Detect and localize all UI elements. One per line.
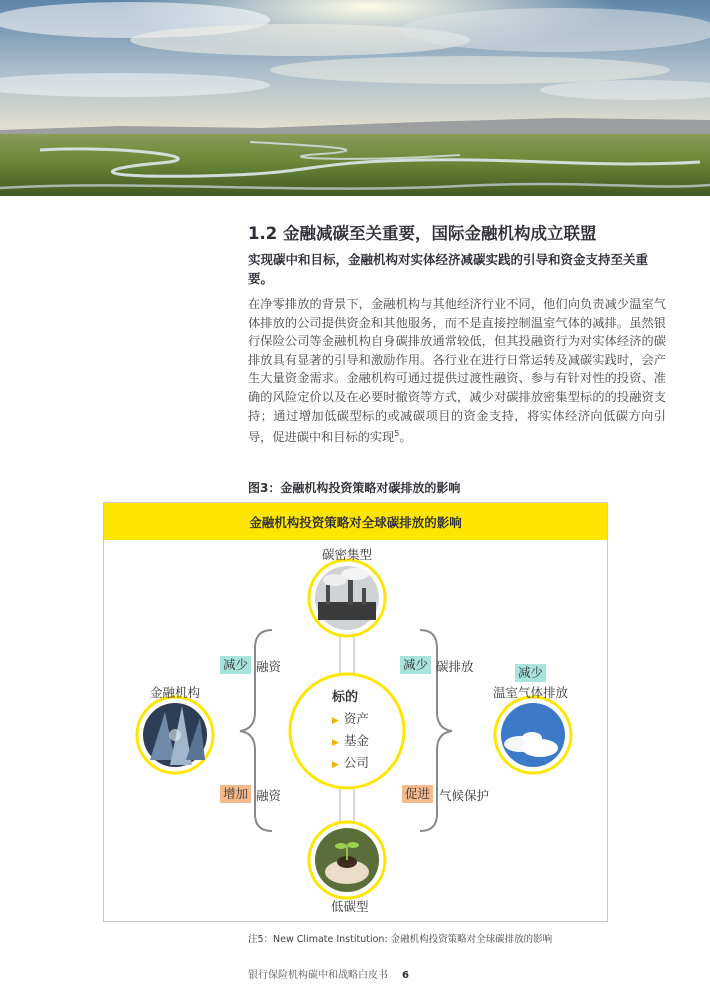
tag-increase-financing: 增加 xyxy=(220,785,251,803)
tag-reduce-emission: 减少 xyxy=(400,656,431,674)
node-label-ghg-emission: 温室气体排放 xyxy=(493,685,569,700)
sky-clouds-image xyxy=(495,697,571,773)
node-label-low-carbon: 低碳型 xyxy=(331,899,369,914)
center-item-label: 基金 xyxy=(343,733,369,748)
tag-promote: 促进 xyxy=(402,785,433,803)
label-financing-2: 融资 xyxy=(256,788,282,803)
page-footer xyxy=(248,966,409,981)
figure-header: 金融机构投资策略对全球碳排放的影响 xyxy=(104,503,607,540)
center-target-block xyxy=(332,686,412,775)
low-carbon-image xyxy=(309,822,385,898)
triangle-bullet-icon: ▶ xyxy=(332,760,339,770)
center-item-label: 公司 xyxy=(343,755,369,770)
node-label-financial-institution: 金融机构 xyxy=(150,685,201,700)
lead-paragraph: 实现碳中和目标，金融机构对实体经济减碳实践的引导和资金支持至关重要。 xyxy=(248,252,649,286)
tag-reduce-ghg: 减少 xyxy=(515,664,546,682)
tag-reduce-financing: 减少 xyxy=(220,656,251,674)
figure-caption: 图3：金融机构投资策略对碳排放的影响 xyxy=(248,481,461,495)
center-item xyxy=(332,753,412,775)
triangle-bullet-icon: ▶ xyxy=(332,716,339,726)
center-title: 标的 xyxy=(332,690,359,705)
label-financing: 融资 xyxy=(256,659,282,674)
section-title: 1.2 金融减碳至关重要，国际金融机构成立联盟 xyxy=(248,224,597,243)
center-item-label: 资产 xyxy=(343,711,369,726)
footer-title: 银行保险机构碳中和战略白皮书 xyxy=(248,970,388,981)
footnote: 注5：New Climate Institution: 金融机构投资策略对全球碳排放的影响 xyxy=(248,934,553,945)
triangle-bullet-icon: ▶ xyxy=(332,738,339,748)
label-climate-protection: 气候保护 xyxy=(439,788,490,803)
body-text-end: 。 xyxy=(399,430,412,445)
label-carbon-emission: 碳排放 xyxy=(436,659,474,674)
footnote-ref: 5 xyxy=(394,429,400,439)
center-item xyxy=(332,731,412,753)
carbon-intensive-image xyxy=(309,560,385,636)
body-text: 在净零排放的背景下，金融机构与其他经济行业不同，他们向负责减少温室气体排放的公司提供资金和其他服务，而不是直接控制温室气体的减排。虽然银行保险公司等金融机构自身碳排放通常较低，但其投融资行为对实体经济的碳排放具有显著的引导和激励作用。各行业在进行日常运转及减碳实践时，会产生大量资金需求。金融机构可通过提供过渡性融资、参与有针对性的投资、准确的风险定价以及在必要时撤资等方式，减少对碳排放密集型标的的投融资支持；通过增加低碳型标的或减碳项目的资金支持，将实体经济向低碳方向引导，促进碳中和目标的实现 xyxy=(248,297,666,445)
node-label-carbon-intensive: 碳密集型 xyxy=(322,547,373,562)
center-item xyxy=(332,709,412,731)
page-number: 6 xyxy=(402,970,409,981)
financial-institution-image xyxy=(137,697,213,773)
